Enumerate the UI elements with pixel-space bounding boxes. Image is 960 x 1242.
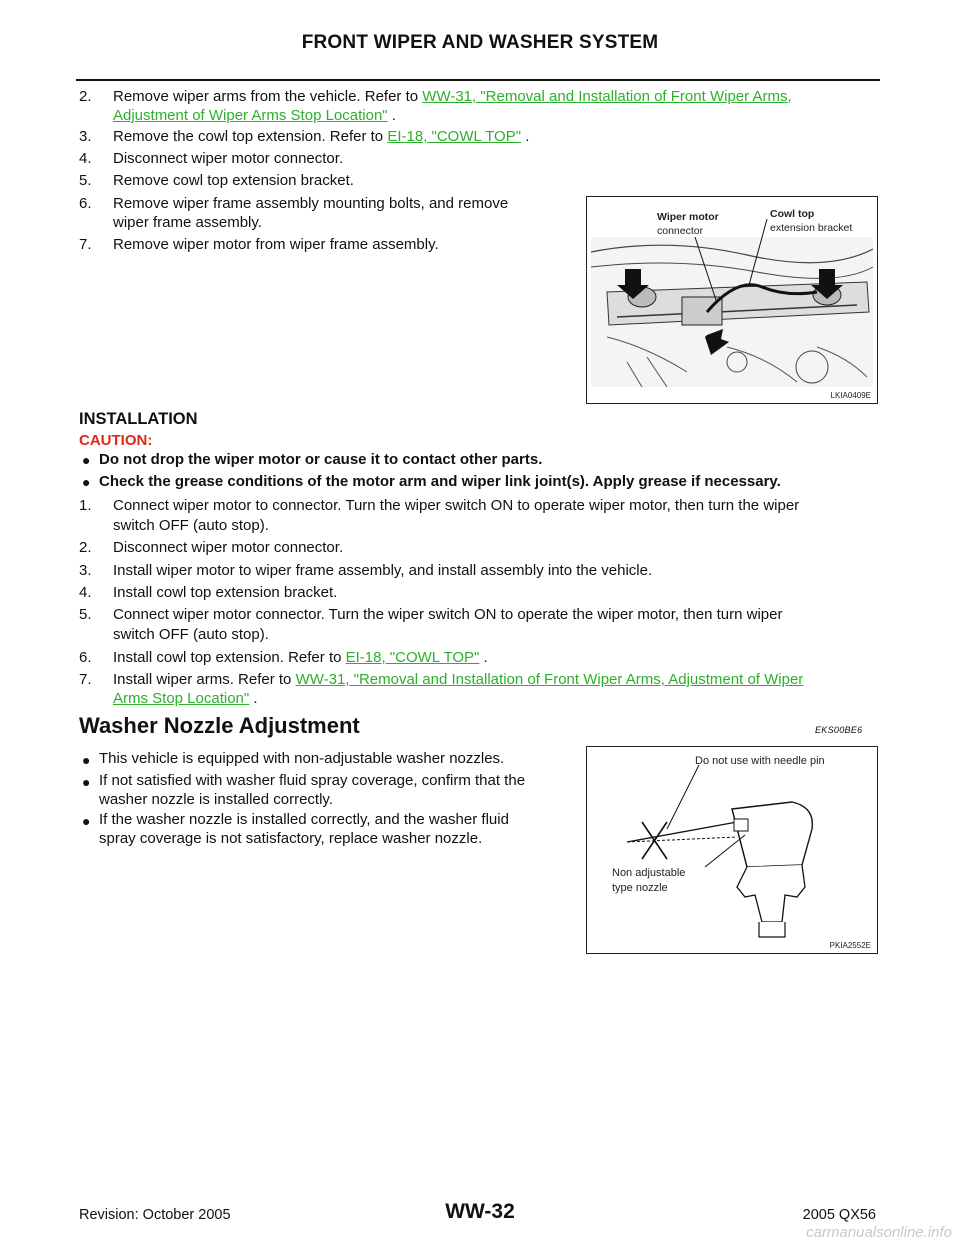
- bullet-icon: ●: [82, 752, 91, 768]
- install-step-5: 5. Connect wiper motor connector. Turn the wiper switch ON to operate the wiper motor, then turn wiper: [79, 606, 783, 623]
- install-step-6: 6. Install cowl top extension. Refer to EI-18, "COWL TOP" .: [79, 649, 488, 666]
- removal-step-2: 2. Remove wiper arms from the vehicle. Refer to WW-31, "Removal and Installation of Front Wiper Arms,: [79, 88, 792, 105]
- link-ei18-cowl-top[interactable]: EI-18, "COWL TOP": [345, 649, 480, 666]
- footer-model: 2005 QX56: [802, 1207, 876, 1223]
- header-divider: [76, 79, 880, 81]
- section-code: EKS00BE6: [815, 725, 863, 735]
- washer-nozzle-illustration: [587, 747, 877, 953]
- label-non-adjustable: Non adjustable: [612, 867, 686, 879]
- install-step-4: 4. Install cowl top extension bracket.: [79, 584, 338, 601]
- caution-item: Check the grease conditions of the motor arm and wiper link joint(s). Apply grease if necessary.: [99, 473, 781, 490]
- install-step-3: 3. Install wiper motor to wiper frame assembly, and install assembly into the vehicle.: [79, 562, 653, 579]
- nozzle-heading: Washer Nozzle Adjustment: [79, 713, 360, 738]
- nozzle-bullet-1: This vehicle is equipped with non-adjustable washer nozzles.: [99, 750, 505, 767]
- install-step-5-cont: switch OFF (auto stop).: [113, 626, 269, 643]
- installation-heading: INSTALLATION: [79, 410, 198, 428]
- label-connector: connector: [657, 225, 704, 237]
- link-ww31-wiper-arms-cont[interactable]: Adjustment of Wiper Arms Stop Location": [113, 107, 388, 124]
- label-type-nozzle: type nozzle: [612, 882, 668, 894]
- label-wiper-motor: Wiper motor: [657, 211, 719, 223]
- label-cowl-top: Cowl top: [770, 208, 815, 220]
- removal-step-2-cont: Adjustment of Wiper Arms Stop Location" .: [113, 107, 396, 124]
- figure-washer-nozzle: [586, 746, 878, 954]
- bullet-icon: ●: [82, 774, 91, 790]
- link-ww31-wiper-arms[interactable]: WW-31, "Removal and Installation of Front Wiper Arms, Adjustment of Wiper: [295, 671, 804, 688]
- nozzle-bullet-2-cont: washer nozzle is installed correctly.: [99, 791, 333, 808]
- figure-code: LKIA0409E: [830, 391, 871, 400]
- nozzle-bullet-3-cont: spray coverage is not satisfactory, replace washer nozzle.: [99, 830, 483, 847]
- removal-step-3: 3. Remove the cowl top extension. Refer to EI-18, "COWL TOP" .: [79, 128, 530, 145]
- install-step-7: 7. Install wiper arms. Refer to WW-31, "Removal and Installation of Front Wiper Arms, Adjustment of Wiper: [79, 671, 804, 688]
- label-needle-pin: Do not use with needle pin: [695, 755, 825, 767]
- watermark: carmanualsonline.info: [806, 1224, 952, 1241]
- install-step-2: 2. Disconnect wiper motor connector.: [79, 539, 344, 556]
- install-step-1-cont: switch OFF (auto stop).: [113, 517, 269, 534]
- link-ww31-wiper-arms-cont[interactable]: Arms Stop Location": [113, 690, 250, 707]
- removal-step-5: 5. Remove cowl top extension bracket.: [79, 172, 354, 189]
- figure-code: PKIA2552E: [829, 941, 871, 950]
- footer-revision: Revision: October 2005: [79, 1207, 231, 1223]
- removal-step-6: 6. Remove wiper frame assembly mounting bolts, and remove: [79, 195, 509, 212]
- bullet-icon: ●: [82, 452, 91, 468]
- page-title: FRONT WIPER AND WASHER SYSTEM: [301, 32, 659, 53]
- bullet-icon: ●: [82, 813, 91, 829]
- removal-step-4: 4. Disconnect wiper motor connector.: [79, 150, 344, 167]
- removal-step-7: 7. Remove wiper motor from wiper frame assembly.: [79, 236, 439, 253]
- caution-item: Do not drop the wiper motor or cause it to contact other parts.: [99, 451, 543, 468]
- link-ei18-cowl-top[interactable]: EI-18, "COWL TOP": [387, 128, 522, 145]
- link-ww31-wiper-arms[interactable]: WW-31, "Removal and Installation of Front Wiper Arms,: [422, 88, 792, 105]
- page-number: WW-32: [445, 1200, 515, 1223]
- figure-wiper-motor: [586, 196, 878, 404]
- nozzle-bullet-3: If the washer nozzle is installed correctly, and the washer fluid: [99, 811, 509, 828]
- nozzle-bullet-2: If not satisfied with washer fluid spray coverage, confirm that the: [99, 772, 526, 789]
- label-extension-bracket: extension bracket: [770, 222, 853, 234]
- caution-label: CAUTION:: [79, 432, 153, 449]
- bullet-icon: ●: [82, 474, 91, 490]
- removal-step-6-cont: wiper frame assembly.: [113, 214, 262, 231]
- install-step-7-cont: Arms Stop Location" .: [113, 690, 258, 707]
- install-step-1: 1. Connect wiper motor to connector. Turn the wiper switch ON to operate wiper motor, then turn the wiper: [79, 497, 800, 514]
